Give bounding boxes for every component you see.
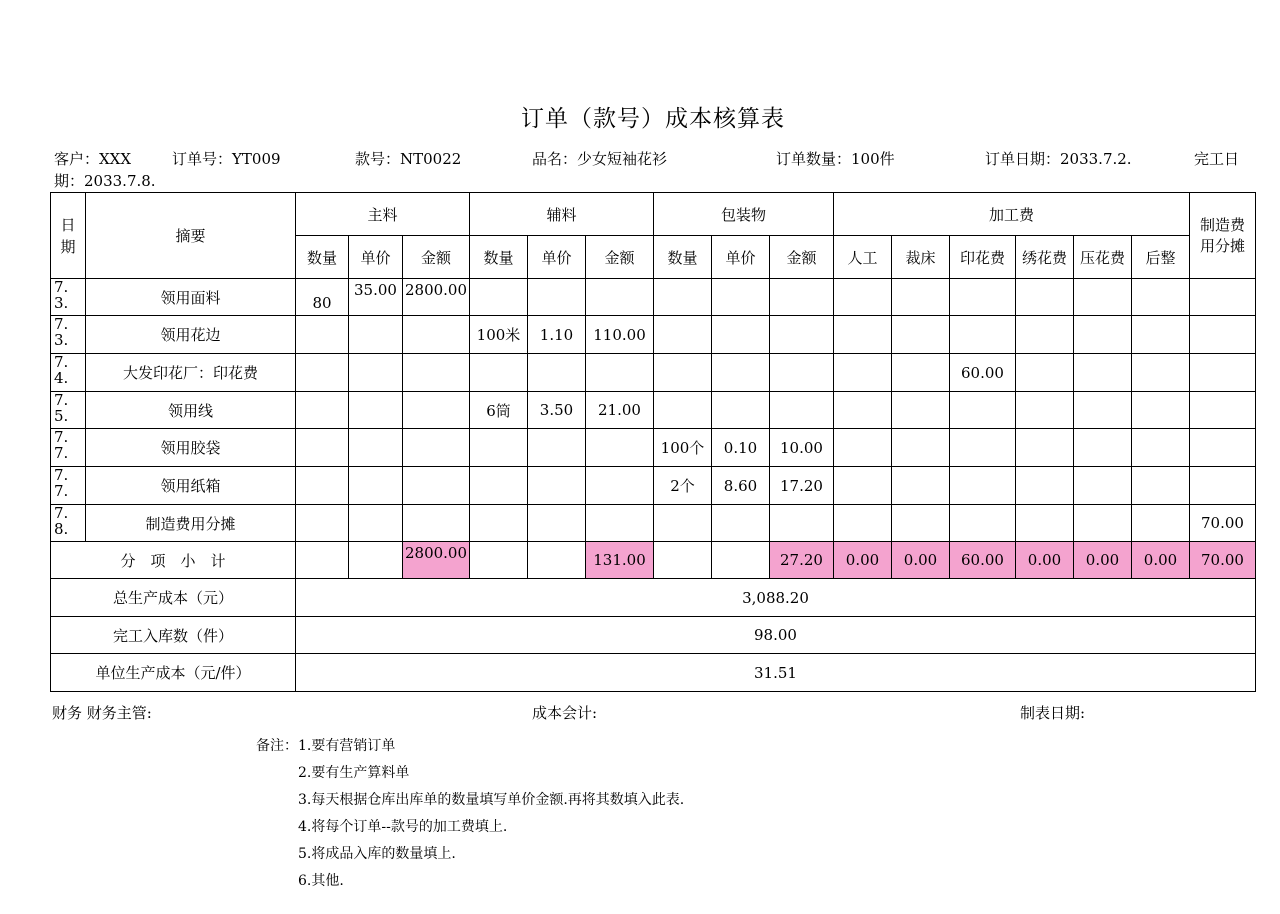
header-aux-price: 单价 xyxy=(528,236,586,279)
cell-main-qty xyxy=(296,505,349,542)
subtotal-finishing: 0.00 xyxy=(1132,542,1190,579)
finance-supervisor-label: 财务 财务主管: xyxy=(52,704,152,722)
table-row xyxy=(51,429,1256,467)
cell-main-price xyxy=(349,392,403,429)
total-cost-row xyxy=(51,579,1256,617)
cell-labor xyxy=(834,392,892,429)
cell-printing xyxy=(950,279,1016,316)
cell-pack-qty: 100个 xyxy=(654,429,712,467)
cell-cutting xyxy=(892,505,950,542)
cell-pack-qty xyxy=(654,505,712,542)
page-title: 订单（款号）成本核算表 xyxy=(521,106,785,132)
cell-finishing xyxy=(1132,392,1190,429)
table-row xyxy=(51,354,1256,392)
total-cost-value: 3,088.20 xyxy=(296,579,1256,617)
cell-labor xyxy=(834,505,892,542)
cell-pack-price: 8.60 xyxy=(712,467,770,505)
cell-pack-amount: 10.00 xyxy=(770,429,834,467)
header-printing: 印花费 xyxy=(950,236,1016,279)
header-main-qty: 数量 xyxy=(296,236,349,279)
cell-embroidery xyxy=(1016,354,1074,392)
table-row xyxy=(51,392,1256,429)
cell-pressing xyxy=(1074,467,1132,505)
header-packaging: 包装物 xyxy=(654,193,834,236)
subtotal-pressing: 0.00 xyxy=(1074,542,1132,579)
cell-finishing xyxy=(1132,429,1190,467)
note-item: 6.其他. xyxy=(298,873,344,889)
complete-date-part1: 完工日 xyxy=(1194,150,1240,168)
cell-overhead xyxy=(1190,392,1256,429)
cell-aux-price xyxy=(528,354,586,392)
cell-labor xyxy=(834,429,892,467)
row-date: 7.3. xyxy=(51,279,86,316)
cost-table xyxy=(50,192,1256,692)
note-item: 4.将每个订单--款号的加工费填上. xyxy=(298,819,508,835)
row-date: 7.7. xyxy=(51,429,86,467)
cell-embroidery xyxy=(1016,279,1074,316)
cell-cutting xyxy=(892,429,950,467)
unit-cost-value: 31.51 xyxy=(296,654,1256,692)
row-summary: 大发印花厂：印花费 xyxy=(86,354,296,392)
cell-main-qty: 80 xyxy=(296,279,349,316)
cell-aux-price xyxy=(528,467,586,505)
note-item: 2.要有生产算料单 xyxy=(298,765,410,781)
cell-overhead xyxy=(1190,467,1256,505)
cell-main-qty xyxy=(296,316,349,354)
notes xyxy=(256,733,684,895)
cell-pack-price xyxy=(712,505,770,542)
cell-pack-price xyxy=(712,392,770,429)
cell-aux-amount xyxy=(586,279,654,316)
cell-pressing xyxy=(1074,316,1132,354)
cell-aux-qty xyxy=(470,467,528,505)
cell-aux-qty: 100米 xyxy=(470,316,528,354)
header-processing: 加工费 xyxy=(834,193,1190,236)
cost-accountant-label: 成本会计: xyxy=(532,704,598,722)
cell-overhead xyxy=(1190,354,1256,392)
cell-pack-qty xyxy=(654,316,712,354)
stock-in-value: 98.00 xyxy=(296,617,1256,654)
header-overhead: 制造费用分摊 xyxy=(1190,193,1256,279)
subtotal-pack-price xyxy=(712,542,770,579)
cell-aux-amount xyxy=(586,505,654,542)
cell-pack-amount: 17.20 xyxy=(770,467,834,505)
header-pack-qty: 数量 xyxy=(654,236,712,279)
cell-printing xyxy=(950,316,1016,354)
stock-in-label: 完工入库数（件） xyxy=(51,617,296,654)
cell-main-amount xyxy=(403,429,470,467)
cell-overhead: 70.00 xyxy=(1190,505,1256,542)
cell-printing xyxy=(950,392,1016,429)
header-pressing: 压花费 xyxy=(1074,236,1132,279)
cell-printing: 60.00 xyxy=(950,354,1016,392)
cell-pressing xyxy=(1074,279,1132,316)
header-date: 日期 xyxy=(51,193,86,279)
subtotal-aux-qty xyxy=(470,542,528,579)
cell-main-amount: 2800.00 xyxy=(403,279,470,316)
note-item: 5.将成品入库的数量填上. xyxy=(298,846,456,862)
subtotal-row xyxy=(51,542,1256,579)
cell-cutting xyxy=(892,392,950,429)
cell-aux-amount xyxy=(586,354,654,392)
row-date: 7.8. xyxy=(51,505,86,542)
cell-aux-qty xyxy=(470,354,528,392)
cell-labor xyxy=(834,316,892,354)
cell-labor xyxy=(834,467,892,505)
cell-pressing xyxy=(1074,505,1132,542)
row-summary: 领用胶袋 xyxy=(86,429,296,467)
subtotal-main-qty xyxy=(296,542,349,579)
cell-cutting xyxy=(892,316,950,354)
subtotal-pack-qty xyxy=(654,542,712,579)
subtotal-aux-amount: 131.00 xyxy=(586,542,654,579)
cell-finishing xyxy=(1132,279,1190,316)
cell-embroidery xyxy=(1016,316,1074,354)
note-line xyxy=(256,733,684,760)
cell-aux-amount xyxy=(586,429,654,467)
row-date: 7.4. xyxy=(51,354,86,392)
note-item: 1.要有营销订单 xyxy=(298,738,396,754)
cell-finishing xyxy=(1132,467,1190,505)
cell-aux-price xyxy=(528,279,586,316)
table-row xyxy=(51,505,1256,542)
cell-main-amount xyxy=(403,354,470,392)
cell-main-amount xyxy=(403,316,470,354)
total-cost-label: 总生产成本（元） xyxy=(51,579,296,617)
cell-embroidery xyxy=(1016,467,1074,505)
cell-aux-qty: 6筒 xyxy=(470,392,528,429)
cell-aux-qty xyxy=(470,279,528,316)
customer: 客户：XXX xyxy=(54,150,132,168)
style-number: 款号：NT0022 xyxy=(355,150,462,168)
notes-label: 备注： xyxy=(256,738,298,754)
order-date: 订单日期：2033.7.2. xyxy=(985,150,1132,168)
cell-pack-amount xyxy=(770,505,834,542)
cell-pressing xyxy=(1074,392,1132,429)
row-summary: 领用纸箱 xyxy=(86,467,296,505)
subtotal-label: 分 项 小 计 xyxy=(51,542,296,579)
stock-in-row xyxy=(51,617,1256,654)
cell-pack-price: 0.10 xyxy=(712,429,770,467)
row-summary: 领用花边 xyxy=(86,316,296,354)
cell-main-amount xyxy=(403,505,470,542)
cell-printing xyxy=(950,429,1016,467)
cell-pack-amount xyxy=(770,279,834,316)
header-cutting: 裁床 xyxy=(892,236,950,279)
row-date: 7.5. xyxy=(51,392,86,429)
cell-main-qty xyxy=(296,392,349,429)
cell-aux-price: 3.50 xyxy=(528,392,586,429)
order-quantity: 订单数量：100件 xyxy=(776,150,895,168)
header-aux-material: 辅料 xyxy=(470,193,654,236)
cell-pack-qty xyxy=(654,392,712,429)
subtotal-main-price xyxy=(349,542,403,579)
cell-pack-price xyxy=(712,354,770,392)
cell-cutting xyxy=(892,467,950,505)
subtotal-printing: 60.00 xyxy=(950,542,1016,579)
cell-pressing xyxy=(1074,429,1132,467)
cell-aux-amount xyxy=(586,467,654,505)
header-main-amount: 金额 xyxy=(403,236,470,279)
cell-aux-amount: 21.00 xyxy=(586,392,654,429)
header-pack-amount: 金额 xyxy=(770,236,834,279)
complete-date-part2: 期：2033.7.8. xyxy=(54,172,156,190)
subtotal-pack-amount: 27.20 xyxy=(770,542,834,579)
header-main-price: 单价 xyxy=(349,236,403,279)
cell-main-amount xyxy=(403,392,470,429)
cell-main-price xyxy=(349,354,403,392)
cell-aux-price: 1.10 xyxy=(528,316,586,354)
cell-main-price xyxy=(349,429,403,467)
subtotal-overhead: 70.00 xyxy=(1190,542,1256,579)
cell-overhead xyxy=(1190,279,1256,316)
cell-finishing xyxy=(1132,316,1190,354)
subtotal-embroidery: 0.00 xyxy=(1016,542,1074,579)
cell-embroidery xyxy=(1016,505,1074,542)
header-embroidery: 绣花费 xyxy=(1016,236,1074,279)
cell-pack-amount xyxy=(770,316,834,354)
unit-cost-label: 单位生产成本（元/件） xyxy=(51,654,296,692)
subtotal-main-amount: 2800.00 xyxy=(403,542,470,579)
cell-main-qty xyxy=(296,354,349,392)
cell-overhead xyxy=(1190,316,1256,354)
row-date: 7.7. xyxy=(51,467,86,505)
cell-main-amount xyxy=(403,467,470,505)
header-main-material: 主料 xyxy=(296,193,470,236)
header-aux-qty: 数量 xyxy=(470,236,528,279)
cell-main-price xyxy=(349,467,403,505)
header-finishing: 后整 xyxy=(1132,236,1190,279)
cell-main-price xyxy=(349,316,403,354)
order-number: 订单号：YT009 xyxy=(172,150,281,168)
cell-pack-price xyxy=(712,316,770,354)
table-row xyxy=(51,279,1256,316)
cell-main-qty xyxy=(296,467,349,505)
cell-pack-amount xyxy=(770,392,834,429)
row-date: 7.3. xyxy=(51,316,86,354)
subtotal-cutting: 0.00 xyxy=(892,542,950,579)
header-aux-amount: 金额 xyxy=(586,236,654,279)
cell-main-price xyxy=(349,505,403,542)
row-summary: 领用线 xyxy=(86,392,296,429)
cell-aux-price xyxy=(528,429,586,467)
cell-embroidery xyxy=(1016,429,1074,467)
report-date-label: 制表日期: xyxy=(1020,704,1086,722)
header-labor: 人工 xyxy=(834,236,892,279)
cell-printing xyxy=(950,467,1016,505)
cell-labor xyxy=(834,354,892,392)
cell-pressing xyxy=(1074,354,1132,392)
cell-aux-amount: 110.00 xyxy=(586,316,654,354)
cell-finishing xyxy=(1132,505,1190,542)
note-item: 3.每天根据仓库出库单的数量填写单价金额.再将其数填入此表. xyxy=(298,792,685,808)
row-summary: 领用面料 xyxy=(86,279,296,316)
product-name: 品名：少女短袖花衫 xyxy=(532,150,668,168)
subtotal-labor: 0.00 xyxy=(834,542,892,579)
subtotal-aux-price xyxy=(528,542,586,579)
row-summary: 制造费用分摊 xyxy=(86,505,296,542)
cell-cutting xyxy=(892,354,950,392)
cell-main-qty xyxy=(296,429,349,467)
cell-pack-qty xyxy=(654,279,712,316)
header-summary: 摘要 xyxy=(86,193,296,279)
unit-cost-row xyxy=(51,654,1256,692)
cell-aux-qty xyxy=(470,429,528,467)
cell-main-price: 35.00 xyxy=(349,279,403,316)
cell-aux-qty xyxy=(470,505,528,542)
table-row xyxy=(51,467,1256,505)
cell-pack-qty: 2个 xyxy=(654,467,712,505)
cell-pack-amount xyxy=(770,354,834,392)
cell-embroidery xyxy=(1016,392,1074,429)
cell-overhead xyxy=(1190,429,1256,467)
cell-pack-qty xyxy=(654,354,712,392)
header-pack-price: 单价 xyxy=(712,236,770,279)
cell-cutting xyxy=(892,279,950,316)
cell-pack-price xyxy=(712,279,770,316)
cell-finishing xyxy=(1132,354,1190,392)
cell-aux-price xyxy=(528,505,586,542)
cell-labor xyxy=(834,279,892,316)
table-row xyxy=(51,316,1256,354)
cell-printing xyxy=(950,505,1016,542)
